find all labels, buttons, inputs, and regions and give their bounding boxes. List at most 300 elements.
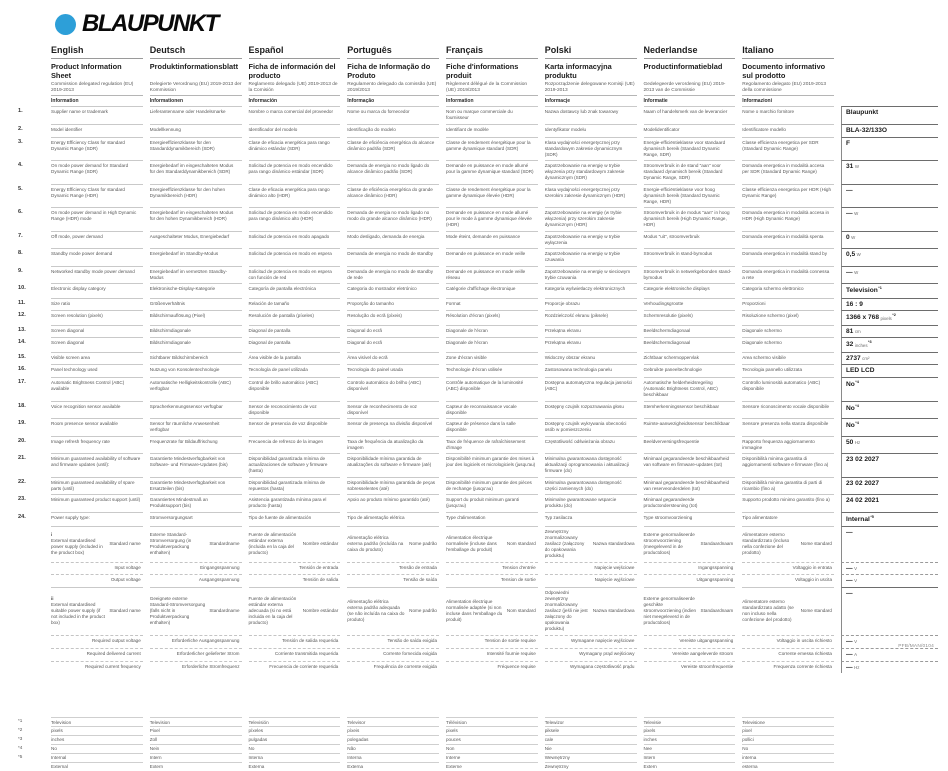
column-header-espa-ol: [249, 45, 341, 106]
cell-fran-ais: Demande en puissance en mode allumé pour la gamme dynamique standard (SDR): [446, 160, 538, 184]
language-name: Italiano: [742, 45, 834, 59]
row-number: 3.: [18, 138, 23, 145]
cell-deutsch: Nutzung von Konsolentechnologie: [150, 364, 242, 377]
information-label: Information: [446, 95, 538, 106]
cell-espa-ol: Diagonal de pantalla: [249, 325, 341, 338]
cell-polski: Proporcje obrazu: [545, 298, 637, 311]
cell-nederlandse: Modelidentificator: [644, 124, 736, 137]
footnote-italiano: esterna: [742, 762, 834, 771]
value-cell: [841, 574, 938, 587]
value-unit: V: [854, 578, 858, 584]
cell-polski: Napięcie wyjściowe: [545, 574, 637, 587]
cell-polski: Przekątna ekranu: [545, 325, 637, 338]
footnote-italiano: No: [742, 744, 834, 753]
standard-name-label: Nome standard: [800, 608, 832, 614]
cell-polski: Zapotrzebowanie na energię w trybie wyłączenia: [545, 231, 637, 249]
table-row: [18, 337, 938, 351]
value-column-header: [841, 45, 938, 106]
value-text: 32: [846, 341, 854, 349]
cell-fran-ais: Taux de fréquence de rafraîchissement d'image: [446, 436, 538, 454]
footnote-espa-ol: pulgadas: [249, 735, 341, 744]
footnote-marker: *3: [18, 736, 23, 742]
cell-deutsch: [150, 526, 242, 561]
cell-deutsch: Eingangsspannung: [150, 562, 242, 575]
value-cell: [841, 207, 938, 231]
cell-espa-ol: [249, 526, 341, 561]
value-cell: [841, 661, 938, 674]
sheet-title: Product Information Sheet: [51, 62, 122, 80]
value-footnote-ref: *4: [855, 380, 859, 385]
cell-deutsch: Stromversorgungsart: [150, 512, 242, 526]
row-number: 5.: [18, 185, 23, 192]
cell-fran-ais: Diagonale de l'écran: [446, 325, 538, 338]
cell-polski: Dostępny czujnik wykrywania obecności osób w pomieszczeniu: [545, 418, 637, 436]
footnotes-table: [18, 717, 938, 770]
column-header-italiano: [742, 45, 834, 106]
regulation-text: Regulamento delegado da comissão (UE) 2019/2013: [347, 82, 437, 94]
cell-portugu-s: Diagonal do ecrã: [347, 325, 439, 338]
value-text: LED LCD: [846, 367, 875, 375]
table-row: [18, 526, 938, 561]
footnote-english: External: [51, 762, 143, 771]
footnote-polski: Nie: [545, 744, 637, 753]
footnote-portugu-s: polegadas: [347, 735, 439, 744]
cell-fran-ais: [446, 587, 538, 634]
value-unit: cm: [854, 328, 861, 334]
value-footnote-ref: *3: [868, 340, 872, 345]
footnote-value-spacer: [841, 762, 938, 771]
cell-portugu-s: Taxa de frequência da atualização da imagem: [347, 436, 439, 454]
language-name: Polski: [545, 45, 637, 59]
cell-nederlandse: Vereiste aangeleverde stroom: [644, 648, 736, 661]
table-row: [18, 377, 938, 401]
value-text: —: [846, 529, 853, 537]
cell-espa-ol: Categoría de pantalla electrónica: [249, 283, 341, 297]
cell-portugu-s: Modo desligado, demanda de energia: [347, 231, 439, 249]
footnote-fran-ais: Interne: [446, 753, 538, 762]
cell-fran-ais: Intensité fournie requise: [446, 648, 538, 661]
cell-portugu-s: Identificação do modelo: [347, 124, 439, 137]
row-number: 18.: [18, 402, 26, 409]
value-text: 2737: [846, 354, 861, 362]
value-text: 16 : 9: [846, 300, 863, 308]
footnote-marker: [18, 762, 44, 771]
table-row: [18, 477, 938, 495]
cell-fran-ais: Format: [446, 298, 538, 311]
cell-portugu-s: Proporção do tamanho: [347, 298, 439, 311]
footnote-italiano: pollici: [742, 735, 834, 744]
cell-italiano: Risoluzione schermo (pixel): [742, 310, 834, 324]
cell-deutsch: Bildschirmdiagonale: [150, 325, 242, 338]
footnote-deutsch: Nein: [150, 744, 242, 753]
cell-nederlandse: Gebruikte paneeltechnologie: [644, 364, 736, 377]
cell-nederlandse: Zichtbaar schermoppervlak: [644, 352, 736, 365]
cell-deutsch: Garantierte Mindestverfügbarkeit von Software- und Firmware-Updates (bis): [150, 453, 242, 477]
cell-nederlandse: Stemherkenningssensor beschikbaar: [644, 401, 736, 419]
value-text: —: [846, 637, 853, 645]
footnote-portugu-s: Interna: [347, 753, 439, 762]
cell-fran-ais: Résolution d'écran (pixels): [446, 310, 538, 324]
cell-english: Energy Efficiency Class for standard Dynamic Range (HDR): [51, 184, 143, 208]
row-number: [18, 562, 44, 575]
cell-english: Automatic Brightness Control (ABC) available: [51, 377, 143, 401]
value-cell: [841, 477, 938, 495]
power-supply-desc: Alimentation électrique normalisée (incluse dans l'emballage du produit): [446, 535, 497, 552]
cell-fran-ais: Tension de sortie: [446, 574, 538, 587]
row-number: 8.: [18, 250, 23, 257]
value-cell: [841, 184, 938, 208]
value-text: —: [846, 650, 853, 658]
row-number: 6.: [18, 209, 23, 216]
cell-portugu-s: Classe de eficiência energética do alcance dinâmico padrão (SDR): [347, 137, 439, 161]
cell-english: Screen diagonal: [51, 325, 143, 338]
cell-espa-ol: Solicitud de potencia en modo apagado: [249, 231, 341, 249]
value-cell: [841, 512, 938, 526]
column-header-polski: [545, 45, 637, 106]
footnote-portugu-s: Televisor: [347, 717, 439, 726]
cell-portugu-s: Nome ou marca do fornecedor: [347, 106, 439, 124]
cell-english: Off mode, power demand: [51, 231, 143, 249]
cell-deutsch: Garantierte Mindestverfügbarkeit von Ersatzteilen (bis): [150, 477, 242, 495]
cell-italiano: Supporto prodotto minimo garantito (fino a): [742, 494, 834, 512]
cell-nederlandse: Energie-efficiëntieklasse voor hoog dynamisch bereik (Standard Dynamic Range, HDR): [644, 184, 736, 208]
cell-polski: [545, 526, 637, 561]
value-text: BLA-32/133O: [846, 126, 888, 134]
footnote-italiano: interna: [742, 753, 834, 762]
cell-nederlandse: Stroomverbruik in de stand "aan" voor standaard dynamisch bereik (Standard Dynamic Range, SDR): [644, 160, 736, 184]
cell-portugu-s: Apoio ao produto mínimo garantido (até): [347, 494, 439, 512]
value-cell: [841, 436, 938, 454]
cell-espa-ol: Tensión de salida requerida: [249, 635, 341, 648]
power-supply-desc: Alimentação elétrica externa padrão adequada (se não incluída na caixa do produto): [347, 599, 405, 623]
cell-fran-ais: Identifiant de modèle: [446, 124, 538, 137]
cell-espa-ol: Nombre o marca comercial del proveedor: [249, 106, 341, 124]
cell-portugu-s: Demanda de energia no modo ligado no modo do grande alcance dinâmico (HDR): [347, 207, 439, 231]
regulation-text: Gedelegeerde verordening (EU) 2019-2013 van de Commissie: [643, 82, 726, 94]
cell-deutsch: Ausgangsspannung: [150, 574, 242, 587]
footnote-row: [18, 753, 938, 762]
cell-italiano: Disponibilità minima garantita di parti di ricambio (fino a): [742, 477, 834, 495]
value-footnote-ref: *4: [855, 421, 859, 426]
cell-deutsch: Größenverhältnis: [150, 298, 242, 311]
power-supply-desc: Geeignete externe Standard-Stromversorgung (falls nicht in Produktverpackung enthalten): [149, 596, 206, 626]
cell-italiano: Controllo luminosità automatico (ABC) disponibile: [742, 377, 834, 401]
footnote-nederlandse: Intern: [644, 753, 736, 762]
row-number: 20.: [18, 437, 26, 444]
cell-italiano: Diagonale schermo: [742, 337, 834, 351]
row-number: 19.: [18, 420, 26, 427]
information-label: Informação: [347, 95, 439, 106]
cell-english: Panel technology used: [51, 364, 143, 377]
sheet-title: Ficha de Informação do Produto: [347, 62, 431, 80]
information-label: Información: [249, 95, 341, 106]
cell-polski: Zapotrzebowanie na energię w sieciowym trybie czuwania: [545, 266, 637, 284]
row-number: 4.: [18, 162, 23, 169]
cell-nederlandse: Beeldschermdiagonaal: [644, 325, 736, 338]
cell-deutsch: Sensor für räumliche Anwesenheit verfügbar: [150, 418, 242, 436]
cell-italiano: Classe efficienza energetica per SDR (Standard Dynamic Range): [742, 137, 834, 161]
cell-fran-ais: Disponibilité minimum garantie des mises à jour des logiciels et micrologiciels (jusqu'au): [446, 453, 538, 477]
value-cell: [841, 124, 938, 137]
cell-italiano: Domanda energetica in modalità stand by: [742, 248, 834, 266]
cell-portugu-s: Disponibilidade mínima garantida de peças sobresselentes (até): [347, 477, 439, 495]
cell-deutsch: Lieferantenname oder Handelsmarke: [150, 106, 242, 124]
value-cell: [841, 418, 938, 436]
cell-nederlandse: Stroomverbruik in netwerkgebonden stand-bymodus: [644, 266, 736, 284]
cell-italiano: Disponibilità minima garantita di aggiornamenti software e firmware (fino a): [742, 453, 834, 477]
cell-deutsch: Energiebedarf im Standby-Modus: [150, 248, 242, 266]
cell-nederlandse: Stroomverbruik in de modus "aan" in hoog dynamisch bereik (High Dynamic Range, HDR): [644, 207, 736, 231]
cell-italiano: Tecnologia pannello utilizzata: [742, 364, 834, 377]
cell-italiano: Area schermo visibile: [742, 352, 834, 365]
cell-espa-ol: Corriente transmitida requerida: [249, 648, 341, 661]
value-text: No: [846, 405, 855, 412]
cell-polski: [545, 587, 637, 634]
footnote-row: [18, 744, 938, 753]
cell-deutsch: Elektronische-Display-Kategorie: [150, 283, 242, 297]
cell-italiano: Categoria schermo elettronico: [742, 283, 834, 297]
standard-name-label: Standard name: [109, 608, 141, 614]
row-number: 14.: [18, 339, 26, 346]
language-name: Español: [249, 45, 341, 59]
power-supply-desc: Alimentação elétrica externa padrão (incluída na caixa do produto): [347, 535, 404, 552]
footnote-deutsch: Television: [150, 717, 242, 726]
cell-fran-ais: Capteur de présence dans la salle disponible: [446, 418, 538, 436]
value-unit: V: [854, 565, 858, 571]
cell-deutsch: Energiebedarf im eingeschalteten Modus für den Standarddynamikbereich (SDR): [150, 160, 242, 184]
value-cell: [841, 648, 938, 661]
cell-english: Energy Efficiency Class for standard Dynamic Range (SDR): [51, 137, 143, 161]
cell-espa-ol: Disponibilidad garantizada mínima de repuestos (hasta): [249, 477, 341, 495]
footnote-polski: cale: [545, 735, 637, 744]
cell-espa-ol: Tensión de salida: [249, 574, 341, 587]
cell-fran-ais: Tension de sortie requise: [446, 635, 538, 648]
standard-name-label: Standard name: [109, 541, 141, 546]
cell-italiano: Domanda energetica in modalità accesa in HDR (High Dynamic Range): [742, 207, 834, 231]
value-cell: [841, 562, 938, 575]
cell-portugu-s: [347, 587, 439, 634]
cell-espa-ol: Frecuencia de corriente requerida: [249, 661, 341, 674]
value-text: F: [846, 139, 851, 147]
cell-polski: Widoczny obszar ekranu: [545, 352, 637, 365]
cell-fran-ais: Demande en puissance en mode allumé pour le mode à gamme dynamique élevée (HDR): [446, 207, 538, 231]
table-row: [18, 231, 938, 249]
value-cell: [841, 283, 938, 297]
cell-polski: Zastosowana technologia panelu: [545, 364, 637, 377]
cell-polski: Zapotrzebowanie na energię w trybie czuwania: [545, 248, 637, 266]
table-row: [18, 512, 938, 526]
information-label: Information: [51, 95, 143, 106]
cell-italiano: [742, 526, 834, 561]
language-name: Français: [446, 45, 538, 59]
footnote-row: [18, 762, 938, 771]
cell-english: Visible screen area: [51, 352, 143, 365]
cell-espa-ol: Tipo de fuente de alimentación: [249, 512, 341, 526]
information-label: Informatie: [644, 95, 736, 106]
footnote-value-spacer: [841, 735, 938, 744]
row-number: 17.: [18, 379, 26, 386]
footnote-fran-ais: pouces: [446, 735, 538, 744]
cell-fran-ais: Mode éteint, demande en puissance: [446, 231, 538, 249]
table-row: [18, 124, 938, 137]
cell-english: Size ratio: [51, 298, 143, 311]
language-name: English: [51, 45, 143, 59]
regulation-text: Regolamento delegato (EU) 2019-2013 della commissione: [742, 82, 826, 94]
table-row: [18, 352, 938, 365]
cell-english: Standby mode power demand: [51, 248, 143, 266]
cell-polski: Rozdzielczość ekranu (piksele): [545, 310, 637, 324]
standard-name-label: Nom standard: [506, 608, 536, 614]
value-unit: Hz: [854, 664, 860, 670]
cell-fran-ais: Demande en puissance en mode veille: [446, 248, 538, 266]
row-number: [18, 648, 44, 661]
cell-nederlandse: Modus "uit", stroomverbruik: [644, 231, 736, 249]
cell-portugu-s: Corrente fornecida exigida: [347, 648, 439, 661]
cell-nederlandse: Ruimte-aanwezigheidssensor beschikbaar: [644, 418, 736, 436]
cell-english: Output voltage: [51, 574, 143, 587]
cell-fran-ais: Catégorie d'affichage électronique: [446, 283, 538, 297]
footnote-espa-ol: Externa: [249, 762, 341, 771]
cell-polski: Dostępny czujnik rozpoznawania głosu: [545, 401, 637, 419]
cell-portugu-s: Sensor de presença na divisão disponível: [347, 418, 439, 436]
cell-portugu-s: Demanda de energia no modo de standby de rede: [347, 266, 439, 284]
footnote-value-spacer: [841, 753, 938, 762]
cell-polski: Klasa wydajności energetycznej przy standardowym zakresie dynamicznym (SDR): [545, 137, 637, 161]
row-number: 16.: [18, 366, 26, 373]
cell-fran-ais: Capteur de reconnaissance vocale disponible: [446, 401, 538, 419]
cell-english: Required current frequency: [51, 661, 143, 674]
value-text: Internal: [846, 516, 870, 524]
cell-fran-ais: [446, 526, 538, 561]
spacer: [18, 673, 938, 717]
cell-espa-ol: Tensión de entrada: [249, 562, 341, 575]
cell-deutsch: Erforderlicher gelieferter Strom: [150, 648, 242, 661]
cell-fran-ais: Support du produit minimum garanti (jusqu'au): [446, 494, 538, 512]
cell-italiano: Nome o marchio fornitore: [742, 106, 834, 124]
column-header-portugu-s: [347, 45, 439, 106]
value-text: 24 02 2021: [846, 497, 880, 505]
footnote-polski: Zewnętrzny: [545, 762, 637, 771]
value-unit: V: [854, 638, 858, 644]
footnote-deutsch: Extern: [150, 762, 242, 771]
sheet-title: Documento informativo sul prodotto: [742, 62, 826, 80]
value-unit: W: [856, 252, 861, 258]
row-number: [18, 587, 44, 634]
cell-italiano: Sensore riconoscimento vocale disponibile: [742, 401, 834, 419]
column-header-deutsch: [150, 45, 242, 106]
cell-polski: Minimalne gwarantowane wsparcie produktu (do): [545, 494, 637, 512]
cell-deutsch: Sichtbarer Bildschirmbereich: [150, 352, 242, 365]
footnote-value-spacer: [841, 744, 938, 753]
value-unit: pixels: [880, 315, 892, 321]
cell-polski: Zapotrzebowanie na energię (w trybie włączenia) przy szerokim zakresie dynamicznym (HDR): [545, 207, 637, 231]
cell-fran-ais: Classe de rendement énergétique pour la gamme dynamique standard (SDR): [446, 137, 538, 161]
table-row: [18, 184, 938, 208]
footnote-marker: *5: [18, 753, 23, 759]
row-number: 13.: [18, 326, 26, 333]
cell-nederlandse: Ingangsspanning: [644, 562, 736, 575]
value-cell: [841, 377, 938, 401]
power-supply-desc: Odpowiedni zewnętrzny znormalizowany zasilacz (jeśli nie jest załączony do opakowania produktu): [544, 590, 588, 632]
cell-nederlandse: Energie-efficiëntieklasse voor standaard dynamisch bereik (Standard Dynamic Range, SDR): [644, 137, 736, 161]
cell-polski: Wymagana częstotliwość prądu: [545, 661, 637, 674]
table-row: [18, 635, 938, 648]
value-text: 50: [846, 438, 854, 446]
cell-portugu-s: Diagonal do ecrã: [347, 337, 439, 351]
footnote-nederlandse: inches: [644, 735, 736, 744]
sheet-title: Produktinformationsblatt: [149, 62, 239, 71]
cell-deutsch: Bildschirmdiagonale: [150, 337, 242, 351]
table-row: [18, 562, 938, 575]
cell-english: Networked standby mode power demand: [51, 266, 143, 284]
cell-deutsch: Energiebedarf im vernetzten Standby-Modus: [150, 266, 242, 284]
row-number: 7.: [18, 232, 23, 239]
value-cell: [841, 231, 938, 249]
standard-name-label: Nome padrão: [409, 608, 437, 614]
cell-nederlandse: Categorie elektronische displays: [644, 283, 736, 297]
row-number: 15.: [18, 353, 26, 360]
cell-portugu-s: Tecnologia do painel usada: [347, 364, 439, 377]
cell-polski: Identyfikator modelu: [545, 124, 637, 137]
value-cell: [841, 106, 938, 124]
table-row: [18, 661, 938, 674]
language-name: Deutsch: [150, 45, 242, 59]
cell-polski: Wymagane napięcie wyjściowe: [545, 635, 637, 648]
value-cell: [841, 325, 938, 338]
value-text: 23 02 2027: [846, 479, 880, 487]
table-row: [18, 648, 938, 661]
row-number: 23.: [18, 496, 26, 503]
footnote-polski: Telewizor: [545, 717, 637, 726]
value-cell: [841, 494, 938, 512]
cell-portugu-s: Resolução do ecrã (píxeis): [347, 310, 439, 324]
cell-espa-ol: Clase de eficacia energética para rango dinámico estándar (SDR): [249, 137, 341, 161]
cell-fran-ais: Zone d'écran visible: [446, 352, 538, 365]
footnote-deutsch: Intern: [150, 753, 242, 762]
footnote-fran-ais: Non: [446, 744, 538, 753]
cell-english: Room presence sensor available: [51, 418, 143, 436]
cell-polski: Dostępna automatyczna regulacja jasności (ABC): [545, 377, 637, 401]
cell-portugu-s: Classe de eficiência energética do grande alcance dinâmico (HDR): [347, 184, 439, 208]
footnote-row: [18, 717, 938, 726]
cell-portugu-s: Tensão de saída exigida: [347, 635, 439, 648]
information-label: Informationen: [150, 95, 242, 106]
cell-nederlandse: Schermresolutie (pixels): [644, 310, 736, 324]
cell-english: Minimum guaranteed availability of spare parts (until): [51, 477, 143, 495]
footnote-deutsch: Pixel: [150, 726, 242, 735]
table-row: [18, 418, 938, 436]
cell-deutsch: Bildschirmauflösung (Pixel): [150, 310, 242, 324]
document-code: PFB/MAN/0104: [898, 644, 934, 649]
cell-espa-ol: Solicitud de potencia en modo encendido para rango dinámico estándar (SDR): [249, 160, 341, 184]
power-supply-desc: Externe Standard-Stromversorgung (in Produktverpackung enthalten): [149, 532, 192, 555]
row-number: 22.: [18, 478, 26, 485]
cell-espa-ol: Relación de tamaño: [249, 298, 341, 311]
cell-italiano: Domanda energetica in modalità spenta: [742, 231, 834, 249]
value-text: No: [846, 381, 855, 389]
cell-english: Electronic display category: [51, 283, 143, 297]
value-unit: A: [854, 651, 858, 657]
cell-portugu-s: Demanda de energia no modo de standby: [347, 248, 439, 266]
cell-english: Voice recognition sensor available: [51, 401, 143, 419]
table-row: [18, 266, 938, 284]
cell-deutsch: Automatische Helligkeitskontrolle (ABC) verfügbar: [150, 377, 242, 401]
cell-italiano: [742, 587, 834, 634]
footnote-nederlandse: Extern: [644, 762, 736, 771]
cell-deutsch: Spracherkennungssensor verfügbar: [150, 401, 242, 419]
row-number: 1.: [18, 108, 23, 115]
cell-deutsch: Energiebedarf im eingeschalteten Modus für den hohen Dynamikbereich (HDR): [150, 207, 242, 231]
